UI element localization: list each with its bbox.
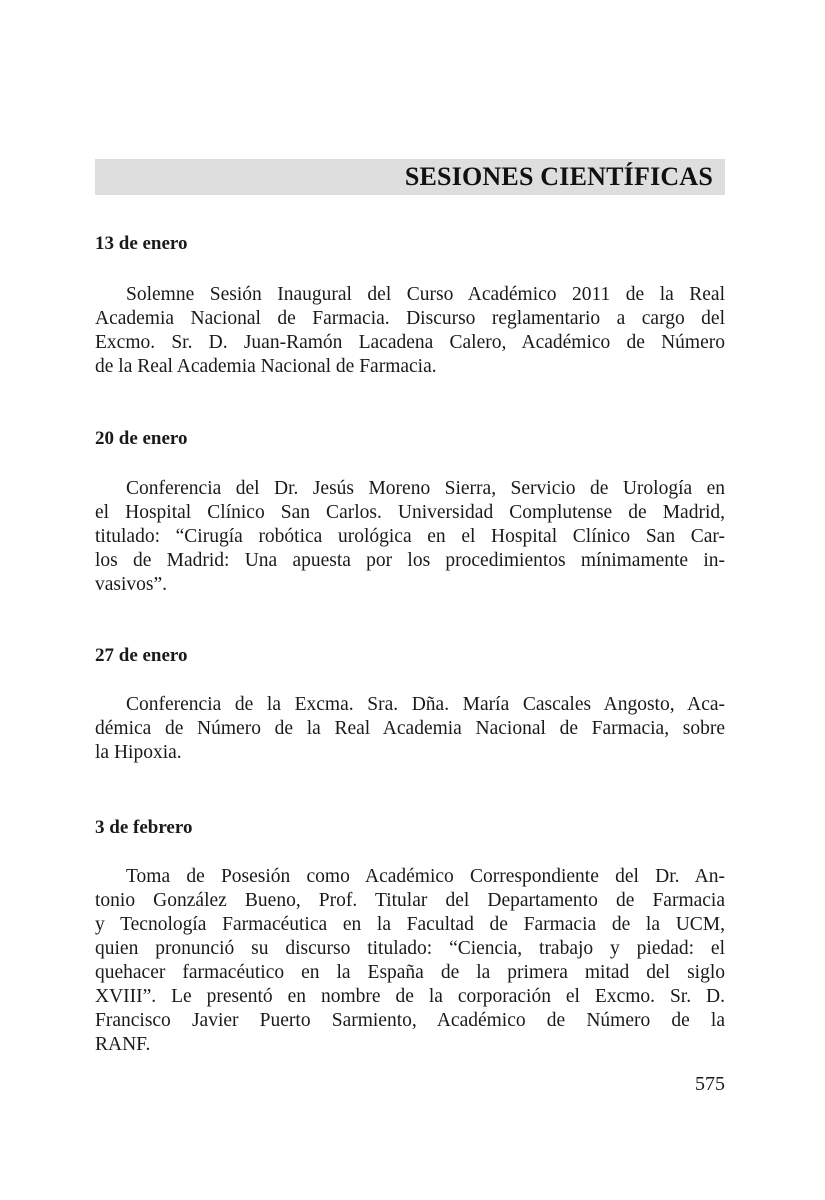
session-description: [95, 283, 725, 379]
text-line: Solemne Sesión Inaugural del Curso Académico 2011 de la Real: [126, 284, 725, 305]
text-line: Conferencia del Dr. Jesús Moreno Sierra, Servicio de Urología en: [126, 478, 725, 499]
text-line: RANF.: [95, 1034, 151, 1055]
text-line: démica de Número de la Real Academia Nacional de Farmacia, sobre: [95, 718, 725, 739]
section-title: SESIONES CIENTÍFICAS: [404, 162, 713, 191]
text-line: los de Madrid: Una apuesta por los procedimientos mínimamente in-: [95, 550, 725, 571]
text-line: tonio González Bueno, Prof. Titular del Departamento de Farmacia: [95, 890, 725, 911]
session-description: [95, 693, 725, 765]
text-line: titulado: “Cirugía robótica urológica en el Hospital Clínico San Car-: [95, 526, 725, 547]
text-line: Academia Nacional de Farmacia. Discurso reglamentario a cargo del: [95, 308, 725, 329]
text-line: y Tecnología Farmacéutica en la Facultad de Farmacia de la UCM,: [95, 914, 725, 935]
page-number: 575: [695, 1073, 725, 1095]
text-line: Francisco Javier Puerto Sarmiento, Académico de Número de la: [95, 1010, 725, 1031]
text-line: XVIII”. Le presentó en nombre de la corporación el Excmo. Sr. D.: [95, 986, 725, 1007]
text-line: Conferencia de la Excma. Sra. Dña. María Cascales Angosto, Aca-: [126, 694, 725, 715]
section-header-bar: [95, 159, 725, 195]
session-date: 13 de enero: [95, 233, 188, 254]
text-line: Toma de Posesión como Académico Correspondiente del Dr. An-: [126, 866, 725, 887]
session-date: 3 de febrero: [95, 817, 193, 838]
session-date: 20 de enero: [95, 428, 188, 449]
text-line: el Hospital Clínico San Carlos. Universidad Complutense de Madrid,: [95, 502, 725, 523]
session-description: [95, 865, 725, 1057]
text-line: quien pronunció su discurso titulado: “Ciencia, trabajo y piedad: el: [95, 938, 725, 959]
text-line: de la Real Academia Nacional de Farmacia.: [95, 356, 437, 377]
text-line: Excmo. Sr. D. Juan-Ramón Lacadena Calero, Académico de Número: [95, 332, 725, 353]
session-description: [95, 477, 725, 597]
text-line: la Hipoxia.: [95, 742, 182, 763]
text-line: quehacer farmacéutico en la España de la primera mitad del siglo: [95, 962, 725, 983]
session-date: 27 de enero: [95, 645, 188, 666]
text-line: vasivos”.: [95, 574, 168, 595]
